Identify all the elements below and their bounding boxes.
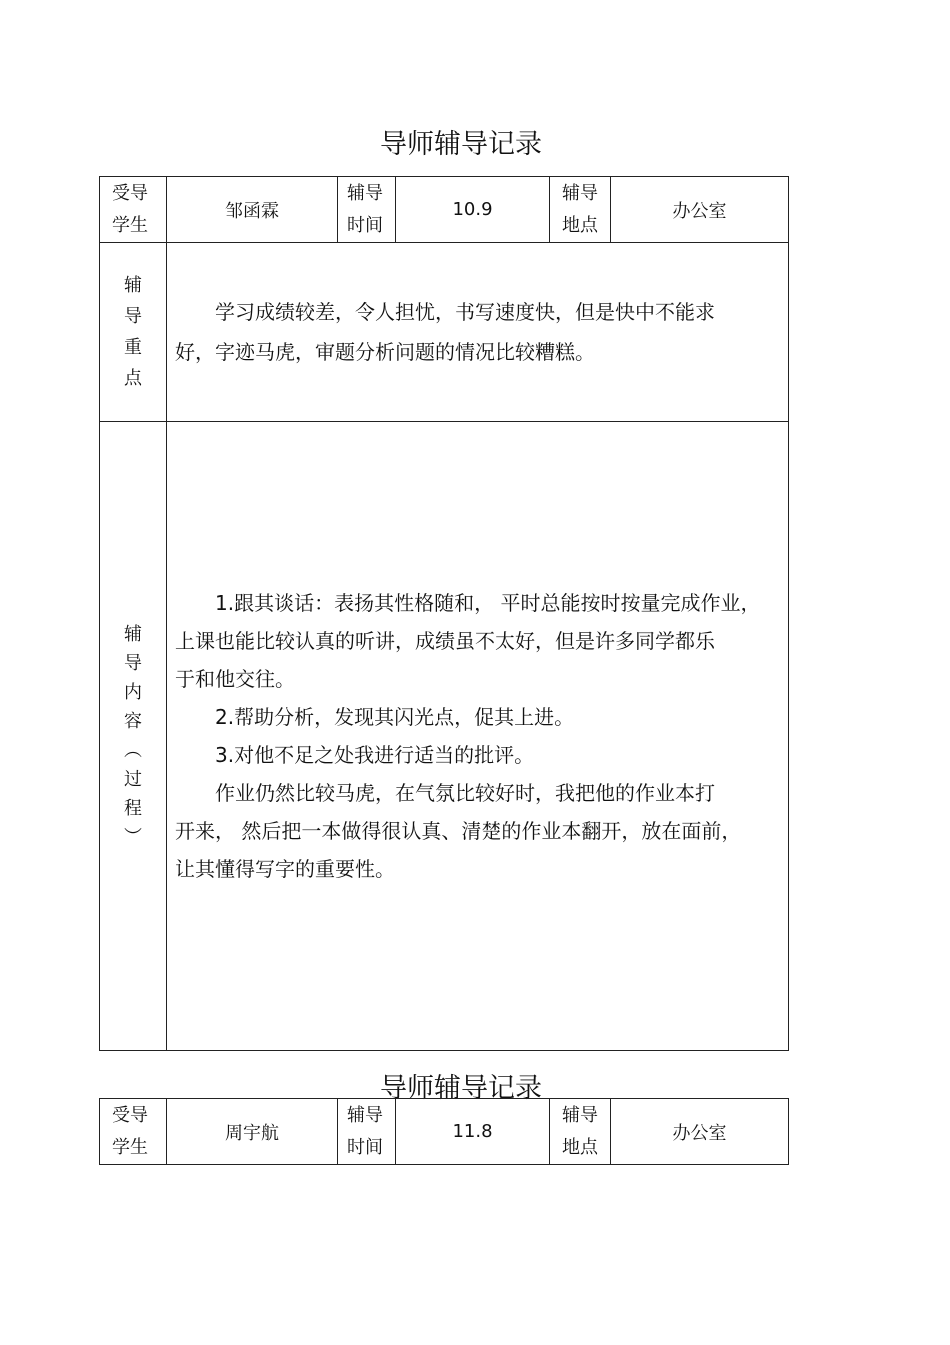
student-label: 受导 学生 (100, 177, 167, 243)
time-label: 辅导 时间 (338, 177, 396, 243)
record-table (99, 176, 789, 1051)
tutoring-time: 11.8 (396, 1099, 550, 1165)
record-title: 导师辅导记录 (380, 129, 542, 160)
focus-content: 学习成绩较差，令人担忧，书写速度快，但是快中不能求 好，字迹马虎，审题分析问题的情况比较糟糕。 (167, 243, 789, 422)
record-table (99, 1098, 789, 1165)
tutoring-place: 办公室 (611, 177, 789, 243)
record-title: 导师辅导记录 (380, 1073, 542, 1104)
place-label: 辅导 地点 (550, 1099, 611, 1165)
student-name: 周宇航 (167, 1099, 338, 1165)
place-label: 辅导 地点 (550, 177, 611, 243)
student-label: 受导 学生 (100, 1099, 167, 1165)
process-label: 辅 导 内 容 ︵ 过 程 ︶ (100, 422, 167, 1051)
tutoring-place: 办公室 (611, 1099, 789, 1165)
focus-label: 辅 导 重 点 (100, 243, 167, 422)
tutoring-time: 10.9 (396, 177, 550, 243)
student-name: 邹函霖 (167, 177, 338, 243)
process-content: 1.跟其谈话：表扬其性格随和， 平时总能按时按量完成作业， 上课也能比较认真的听讲，成绩虽不太好，但是许多同学都乐 于和他交往。 2.帮助分析，发现其闪光点，促其上进。 3.对他不足之处我进行适当的批评。 作业仍然比较马虎，在气氛比较好时，我把他的作业本打 开来， 然后把一本做得很认真、清楚的作业本翻开，放在面前， 让其懂得写字的重要性。 (167, 422, 789, 1051)
time-label: 辅导 时间 (338, 1099, 396, 1165)
